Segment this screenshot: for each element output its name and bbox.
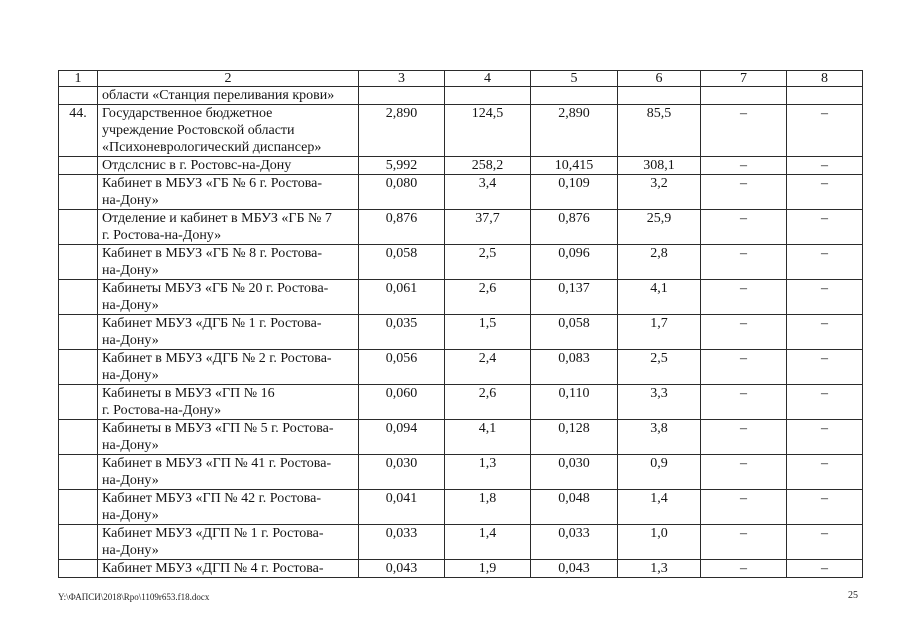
facility-name-line: Кабинеты в МБУЗ «ГП № 5 г. Ростова- — [102, 421, 334, 436]
value-cell-col-6: 2,5 — [618, 350, 701, 385]
value-cell-col-4: 1,9 — [445, 560, 531, 578]
value-cell-col-3: 0,061 — [359, 280, 445, 315]
facility-name-line: Государственное бюджетное — [102, 106, 273, 121]
facility-name-line: Кабинеты МБУЗ «ГБ № 20 г. Ростова- — [102, 281, 329, 296]
value-cell-col-7: – — [701, 560, 787, 578]
facility-name-line: Кабинеты в МБУЗ «ГП № 16 — [102, 386, 275, 401]
value-cell-col-4: 2,6 — [445, 385, 531, 420]
table-row — [59, 210, 863, 245]
value-cell-col-3: 0,058 — [359, 245, 445, 280]
facility-name-cell — [98, 420, 359, 455]
facility-name-line: на-Дону» — [102, 473, 159, 488]
value-cell-col-8: – — [787, 315, 863, 350]
value-cell-col-8: – — [787, 210, 863, 245]
value-cell-col-4: 1,4 — [445, 525, 531, 560]
value-cell-col-3: 0,876 — [359, 210, 445, 245]
value-cell-col-3: 5,992 — [359, 157, 445, 175]
value-cell-col-6: 2,8 — [618, 245, 701, 280]
value-cell-col-5: 2,890 — [531, 105, 618, 157]
facility-name-line: «Психоневрологический диспансер» — [102, 140, 322, 155]
value-cell-col-8: – — [787, 455, 863, 490]
facility-name-line: Кабинет в МБУЗ «ГП № 41 г. Ростова- — [102, 456, 332, 471]
value-cell-col-8: – — [787, 245, 863, 280]
footer-file-path: Y:\ФАПСИ\2018\Rpo\1109r653.f18.docx — [58, 592, 210, 602]
value-cell-col-7: – — [701, 385, 787, 420]
table-row — [59, 490, 863, 525]
column-header-5: 5 — [531, 71, 618, 87]
value-cell-col-8: – — [787, 157, 863, 175]
value-cell-col-5: 0,096 — [531, 245, 618, 280]
facility-name-line: на-Дону» — [102, 543, 159, 558]
value-cell-col-4: 2,5 — [445, 245, 531, 280]
value-cell-col-7: – — [701, 490, 787, 525]
value-cell-col-7: – — [701, 280, 787, 315]
value-cell-col-4: 1,5 — [445, 315, 531, 350]
row-number-cell — [59, 385, 98, 420]
facility-name-line: г. Ростова-на-Дону» — [102, 403, 222, 418]
facility-name-line: на-Дону» — [102, 368, 159, 383]
value-cell-col-6: 4,1 — [618, 280, 701, 315]
value-cell-col-5: 10,415 — [531, 157, 618, 175]
value-cell-col-3: 0,033 — [359, 525, 445, 560]
facility-name-line: Кабинет МБУЗ «ГП № 42 г. Ростова- — [102, 491, 322, 506]
facility-name-line: Кабинет в МБУЗ «ГБ № 6 г. Ростова- — [102, 176, 323, 191]
facility-name-line: Кабинет МБУЗ «ДГП № 4 г. Ростова- — [102, 561, 324, 576]
table-row — [59, 280, 863, 315]
facility-name-cell — [98, 560, 359, 578]
facility-name-cell — [98, 455, 359, 490]
value-cell-col-6: 1,0 — [618, 525, 701, 560]
facility-name-cell — [98, 350, 359, 385]
facility-name-cell — [98, 105, 359, 157]
value-cell-col-3: 0,041 — [359, 490, 445, 525]
row-number-cell — [59, 350, 98, 385]
table-header-row — [59, 71, 863, 87]
value-cell-col-5: 0,110 — [531, 385, 618, 420]
value-cell-col-5: 0,137 — [531, 280, 618, 315]
table-row — [59, 420, 863, 455]
facility-name-cell — [98, 175, 359, 210]
value-cell-col-8: – — [787, 420, 863, 455]
value-cell-col-4: 1,3 — [445, 455, 531, 490]
facility-name-cell — [98, 280, 359, 315]
table-row — [59, 175, 863, 210]
table-row — [59, 245, 863, 280]
column-header-2: 2 — [98, 71, 359, 87]
value-cell-col-5: 0,030 — [531, 455, 618, 490]
facility-name-line: учреждение Ростовской области — [102, 123, 295, 138]
value-cell-col-3: 0,060 — [359, 385, 445, 420]
value-cell-col-8: – — [787, 350, 863, 385]
value-cell-col-7: – — [701, 105, 787, 157]
column-header-1: 1 — [59, 71, 98, 87]
column-header-4: 4 — [445, 71, 531, 87]
row-number-cell — [59, 280, 98, 315]
value-cell-col-5: 0,083 — [531, 350, 618, 385]
facility-name-line: области «Станция переливания крови» — [102, 88, 335, 103]
facility-name-line: на-Дону» — [102, 298, 159, 313]
column-header-8: 8 — [787, 71, 863, 87]
value-cell-col-6: 25,9 — [618, 210, 701, 245]
row-number-cell — [59, 560, 98, 578]
row-number-cell: 44. — [59, 105, 98, 157]
value-cell-col-7: – — [701, 245, 787, 280]
value-cell-col-4: 37,7 — [445, 210, 531, 245]
facility-name-cell — [98, 210, 359, 245]
table-body — [59, 71, 863, 578]
row-number-cell — [59, 455, 98, 490]
value-cell-col-8: – — [787, 105, 863, 157]
value-cell-col-7: – — [701, 455, 787, 490]
value-cell-col-7: – — [701, 525, 787, 560]
row-number-cell — [59, 245, 98, 280]
value-cell-col-7: – — [701, 210, 787, 245]
value-cell-col-7: – — [701, 157, 787, 175]
value-cell-col-3: 0,043 — [359, 560, 445, 578]
column-header-6: 6 — [618, 71, 701, 87]
value-cell-col-6: 3,2 — [618, 175, 701, 210]
value-cell-col-8: – — [787, 560, 863, 578]
value-cell-col-6: 1,7 — [618, 315, 701, 350]
value-cell-col-4: 258,2 — [445, 157, 531, 175]
value-cell-col-8: – — [787, 525, 863, 560]
value-cell-col-6: 308,1 — [618, 157, 701, 175]
table-row — [59, 105, 863, 157]
value-cell-col-7: – — [701, 420, 787, 455]
facility-name-line: Кабинет МБУЗ «ДГП № 1 г. Ростова- — [102, 526, 324, 541]
column-header-7: 7 — [701, 71, 787, 87]
value-cell-col-4: 3,4 — [445, 175, 531, 210]
value-cell-col-6: 1,4 — [618, 490, 701, 525]
table-row — [59, 87, 863, 105]
value-cell-col-3: 0,035 — [359, 315, 445, 350]
row-number-cell — [59, 157, 98, 175]
value-cell-col-6: 3,8 — [618, 420, 701, 455]
value-cell-col-6: 0,9 — [618, 455, 701, 490]
value-cell-col-5: 0,043 — [531, 560, 618, 578]
value-cell-col-4: 4,1 — [445, 420, 531, 455]
value-cell-col-5 — [531, 87, 618, 105]
row-number-cell — [59, 210, 98, 245]
row-number-cell — [59, 490, 98, 525]
facility-name-line: на-Дону» — [102, 333, 159, 348]
value-cell-col-7 — [701, 87, 787, 105]
row-number-cell — [59, 175, 98, 210]
value-cell-col-3: 0,030 — [359, 455, 445, 490]
value-cell-col-3: 2,890 — [359, 105, 445, 157]
table-row — [59, 385, 863, 420]
facility-name-cell — [98, 315, 359, 350]
value-cell-col-6 — [618, 87, 701, 105]
facility-name-cell — [98, 157, 359, 175]
value-cell-col-5: 0,058 — [531, 315, 618, 350]
facility-name-line: Отделение и кабинет в МБУЗ «ГБ № 7 — [102, 211, 332, 226]
facility-name-cell — [98, 385, 359, 420]
value-cell-col-5: 0,048 — [531, 490, 618, 525]
table-row — [59, 525, 863, 560]
value-cell-col-5: 0,033 — [531, 525, 618, 560]
facility-name-line: на-Дону» — [102, 193, 159, 208]
value-cell-col-8: – — [787, 280, 863, 315]
value-cell-col-8: – — [787, 490, 863, 525]
value-cell-col-4: 124,5 — [445, 105, 531, 157]
facility-name-line: на-Дону» — [102, 438, 159, 453]
facility-name-line: г. Ростова-на-Дону» — [102, 228, 222, 243]
value-cell-col-8: – — [787, 175, 863, 210]
facility-name-line: Отдслснис в г. Ростовс-на-Дону — [102, 158, 292, 173]
facility-name-line: на-Дону» — [102, 263, 159, 278]
row-number-cell — [59, 525, 98, 560]
value-cell-col-3: 0,056 — [359, 350, 445, 385]
facility-name-cell — [98, 525, 359, 560]
value-cell-col-3 — [359, 87, 445, 105]
value-cell-col-4: 2,6 — [445, 280, 531, 315]
data-table — [58, 70, 863, 578]
facility-name-line: Кабинет в МБУЗ «ДГБ № 2 г. Ростова- — [102, 351, 332, 366]
value-cell-col-5: 0,109 — [531, 175, 618, 210]
page-number: 25 — [848, 590, 858, 601]
value-cell-col-6: 1,3 — [618, 560, 701, 578]
facility-name-line: Кабинет в МБУЗ «ГБ № 8 г. Ростова- — [102, 246, 323, 261]
value-cell-col-6: 85,5 — [618, 105, 701, 157]
table-row — [59, 455, 863, 490]
table-row — [59, 560, 863, 578]
value-cell-col-4: 2,4 — [445, 350, 531, 385]
row-number-cell — [59, 87, 98, 105]
value-cell-col-7: – — [701, 315, 787, 350]
row-number-cell — [59, 315, 98, 350]
value-cell-col-7: – — [701, 175, 787, 210]
table-row — [59, 315, 863, 350]
row-number-cell — [59, 420, 98, 455]
value-cell-col-6: 3,3 — [618, 385, 701, 420]
facility-name-cell — [98, 245, 359, 280]
value-cell-col-3: 0,094 — [359, 420, 445, 455]
value-cell-col-7: – — [701, 350, 787, 385]
facility-name-cell — [98, 490, 359, 525]
value-cell-col-8 — [787, 87, 863, 105]
value-cell-col-8: – — [787, 385, 863, 420]
value-cell-col-5: 0,876 — [531, 210, 618, 245]
value-cell-col-3: 0,080 — [359, 175, 445, 210]
facility-name-cell — [98, 87, 359, 105]
value-cell-col-5: 0,128 — [531, 420, 618, 455]
column-header-3: 3 — [359, 71, 445, 87]
facility-name-line: Кабинет МБУЗ «ДГБ № 1 г. Ростова- — [102, 316, 322, 331]
table-row — [59, 157, 863, 175]
value-cell-col-4 — [445, 87, 531, 105]
value-cell-col-4: 1,8 — [445, 490, 531, 525]
table-row — [59, 350, 863, 385]
facility-name-line: на-Дону» — [102, 508, 159, 523]
